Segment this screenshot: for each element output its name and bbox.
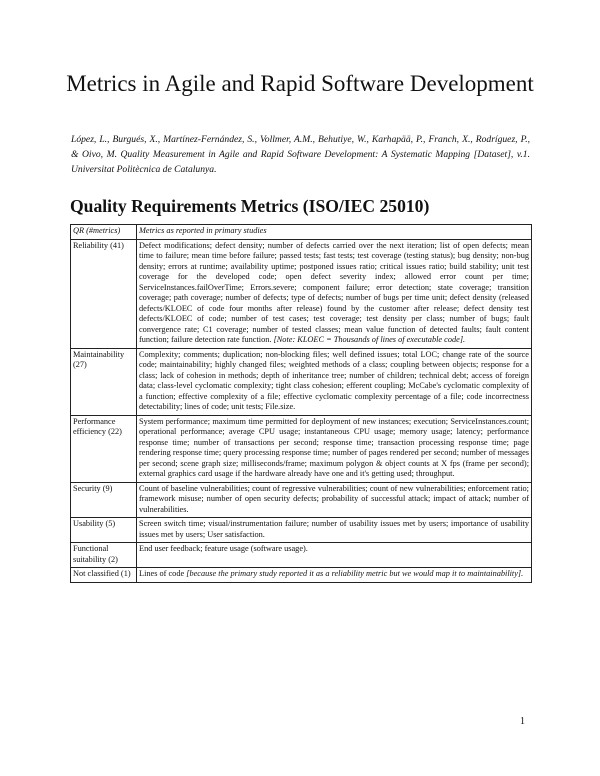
table-row-reliability (71, 239, 532, 348)
section-heading: Quality Requirements Metrics (ISO/IEC 25010) (70, 196, 430, 216)
qr-cell: Usability (5) (71, 518, 137, 543)
metrics-text: End user feedback; feature usage (software usage). (139, 544, 308, 553)
metrics-cell (137, 415, 532, 482)
metrics-cell (137, 568, 532, 583)
document-title: Metrics in Agile and Rapid Software Development (66, 71, 534, 96)
citation: López, L., Burgués, X., Martínez-Fernández, S., Vollmer, A.M., Behutiye, W., Karhapää, P., Franch, X., Rodríguez, P., & Oivo, M. Quality Measurement in Agile and Rapid Software Development: A Systematic Mapping [Dataset], v.1. Universitat Politècnica de Catalunya. (71, 134, 530, 175)
metrics-text: Defect modifications; defect density; number of defects carried over the next iteration; list of open defects; mean time to failure; mean time before failure; passed tests; fast tests; test coverage (testing status); bug density; non-bug density; errors at runtime; availability uptime; postponed issues ratio; critical issues ratio; build stability; unit test coverage for the developed code; open defect severity index; allowed error count per time; ServiceInstances.failOverTime; Errors.severe; component failure; error detection; state coverage; transition coverage; path coverage; number of defects; type of defects; number of bugs per time unit; defect density (released defects/KLOEC of code four months after release) found by the customer after release; defect density test defects/KLOEC of code; number of test cases; test coverage; test density per class; number of bugs; fault convergence rate; C1 coverage; number of tested classes; mean value function of detected faults; fault content function; failure detection rate function. (139, 240, 529, 344)
metrics-note: [because the primary study reported it as a reliability metric but we would map it to maintainability]. (186, 569, 524, 578)
table-header-row (71, 225, 532, 240)
metrics-cell (137, 482, 532, 518)
header-qr: QR (#metrics) (71, 225, 137, 240)
metrics-cell (137, 239, 532, 348)
qr-cell: Functional suitability (2) (71, 543, 137, 568)
metrics-text: Screen switch time; visual/instrumentation failure; number of usability issues met by users; importance of usability issues met by users; User satisfaction. (139, 519, 529, 539)
table-row-performance (71, 415, 532, 482)
table-row-maintainability (71, 348, 532, 415)
metrics-table (70, 224, 532, 583)
metrics-text: Count of baseline vulnerabilities; count of regressive vulnerabilities; count of new vulnerabilities; enforcement ratio; framework misuse; number of open security defects; probability of successful attack; impact of attack; number of vulnerabilities. (139, 483, 529, 514)
qr-cell: Reliability (41) (71, 239, 137, 348)
qr-cell: Not classified (1) (71, 568, 137, 583)
metrics-cell (137, 518, 532, 543)
qr-cell: Maintainability (27) (71, 348, 137, 415)
qr-cell: Performance efficiency (22) (71, 415, 137, 482)
table-row-security (71, 482, 532, 518)
metrics-text: Complexity; comments; duplication; non-blocking files; well defined issues; total LOC; change rate of the source code; maintainability; highly changed files; weighted methods of a class; coupling between objects; response for a class; lack of cohesion in methods; depth of inheritance tree; number of children; technical debt; access of foreign data; class-level cyclomatic complexity; tight class cohesion; efferent coupling; McCabe's cyclomatic complexity of a function; effective complexity of a file; effective cyclomatic complexity percentage of a file; code incorrectness detectability; lines of code; unit tests; File.size. (139, 349, 529, 411)
metrics-cell (137, 543, 532, 568)
table-row-functional-suitability (71, 543, 532, 568)
qr-cell: Security (9) (71, 482, 137, 518)
metrics-text: System performance; maximum time permitted for deployment of new instances; execution; ServiceInstances.count; operational performance; average CPU usage; instantaneous CPU usage; memory usage; latency; performance response time; number of transactions per second; response time; transaction processing response time; page rendering response time; query processing response time; number of pages rendered per second; number of messages per second; scene graph size; milliseconds/frame; maximum polygon & object counts at X fps (frame per second); external graphics card usage if the hardware already have one and it's getting used; throughput. (139, 416, 529, 478)
header-metrics: Metrics as reported in primary studies (137, 225, 532, 240)
metrics-text: Lines of code (139, 569, 187, 578)
metrics-note: [Note: KLOEC = Thousands of lines of executable code]. (273, 335, 466, 344)
table-row-usability (71, 518, 532, 543)
metrics-cell (137, 348, 532, 415)
table-row-not-classified (71, 568, 532, 583)
page-number: 1 (520, 716, 525, 727)
